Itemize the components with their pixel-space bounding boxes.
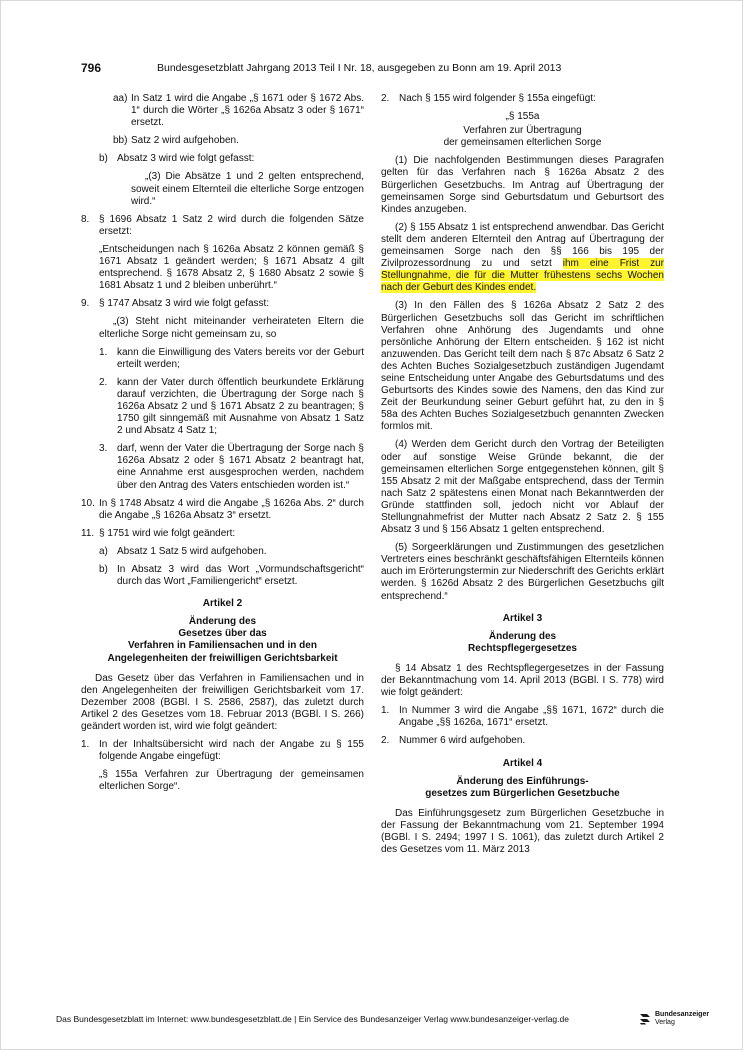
quote-text: „(3) Die Absätze 1 und 2 gelten entsprechend, soweit einem Elternteil die elterliche Sorge entzogen wird.“	[131, 171, 364, 207]
article-2-title: Artikel 2	[202, 598, 243, 610]
item-text: Absatz 1 Satz 5 wird aufgehoben.	[117, 545, 267, 557]
article-4-subtitle	[381, 776, 664, 800]
quote-block	[81, 769, 364, 793]
subtitle-line: Angelegenheiten der freiwilligen Gerichtsbarkeit	[107, 652, 338, 664]
absatz-2-text: (2) § 155 Absatz 1 ist entsprechend anwendbar. Das Gericht stellt dem anderen Elternteil den Antrag auf Übertragung der gemeinsamen Sorge nach den §§ 166 bis 195 der Zivilprozessordnung zu und setzt	[381, 221, 664, 270]
quote-block	[81, 316, 364, 340]
page-number: 796	[81, 61, 102, 75]
list-item-11-b	[99, 564, 364, 588]
quote-text: „§ 155a Verfahren zur Übertragung der gemeinsamen elterlichen Sorge“.	[99, 769, 364, 793]
subheading-line: der gemeinsamen elterlichen Sorge	[443, 137, 602, 149]
list-item-10	[81, 498, 364, 522]
item-text: Nummer 6 wird aufgehoben.	[399, 735, 526, 747]
item-label: 1.	[81, 739, 90, 751]
logo-text	[655, 1011, 709, 1027]
item-label: 1.	[381, 705, 390, 717]
list-item-art2-2	[381, 93, 664, 105]
item-label: a)	[99, 545, 108, 557]
article-3-subtitle	[381, 631, 664, 655]
item-text: kann der Vater durch öffentlich beurkundete Erklärung darauf verzichten, die Übertragung der Sorge nach § 1626a Absatz 2 und § 1671 Absatz 2 zu beantragen; § 1750 gilt sinngemäß mit Ausnahme von Absatz 1 Satz 2 und Absatz 4 Satz 1;	[117, 376, 364, 437]
article-2-subtitle	[81, 616, 364, 664]
paragraph-heading: „§ 155a	[505, 111, 540, 123]
quote-block	[99, 171, 364, 207]
list-item-11-a	[99, 546, 364, 558]
item-label: 8.	[81, 213, 90, 225]
subtitle-line: Änderung des Einführungs-	[456, 775, 589, 787]
item-label: 1.	[99, 346, 108, 358]
right-column	[381, 93, 664, 862]
item-text: § 1747 Absatz 3 wird wie folgt gefasst:	[99, 298, 270, 310]
quote-text: „(3) Steht nicht miteinander verheirateten Eltern die elterliche Sorge nicht gemeinsam zu, so	[99, 316, 364, 340]
article-2-intro: Das Gesetz über das Verfahren in Familiensachen und in den Angelegenheiten der freiwilligen Gerichtsbarkeit vom 17. Dezember 2008 (BGBl. I S. 2586, 2587), das zuletzt durch Artikel 2 des Gesetzes vom 18. Februar 2013 (BGBl. I S. 266) geändert worden ist, wird wie folgt geändert:	[81, 672, 364, 733]
item-text: In Absatz 3 wird das Wort „Vormundschaftsgericht“ durch das Wort „Familiengericht“ ersetzt.	[117, 564, 364, 588]
list-item-9-1	[99, 347, 364, 371]
item-text: kann die Einwilligung des Vaters bereits vor der Geburt erteilt werden;	[117, 346, 364, 370]
item-text: darf, wenn der Vater die Übertragung der Sorge nach § 1626a Absatz 2 oder § 1671 Absatz 2 beantragt hat, eine Annahme erst ausgesprochen werden, nachdem über den Antrag des Vaters entschieden worden ist.“	[117, 443, 364, 491]
logo-line-1: Bundesanzeiger	[655, 1011, 710, 1018]
subheading-line: Verfahren zur Übertragung	[463, 125, 582, 137]
item-label: 3.	[99, 443, 108, 455]
article-4-title: Artikel 4	[502, 757, 543, 769]
item-label: aa)	[113, 93, 128, 104]
paragraph-subheading	[381, 125, 664, 149]
item-label: 2.	[381, 735, 390, 747]
article-3-intro: § 14 Absatz 1 des Rechtspflegergesetzes in der Fassung der Bekanntmachung vom 14. April 2013 (BGBl. I S. 778) wird wie folgt geändert:	[381, 662, 664, 699]
item-text: In Satz 1 wird die Angabe „§ 1671 oder § 1672 Abs. 1“ durch die Wörter „§ 1626a Absatz 3 oder § 1671“ ersetzt.	[131, 93, 364, 129]
item-label: 2.	[99, 376, 108, 388]
list-item-aa	[113, 93, 364, 129]
item-text: § 1751 wird wie folgt geändert:	[99, 527, 236, 539]
list-item-b	[99, 153, 364, 165]
quote-block	[81, 244, 364, 292]
absatz-1: (1) Die nachfolgenden Bestimmungen dieses Paragrafen gelten für das Verfahren nach § 1626a Absatz 2 des Bürgerlichen Gesetzbuchs. Im Antrag auf Übertragung der gemeinsamen Sorge sind Geburtsdatum und Geburtsort des Kindes anzugeben.	[381, 155, 664, 215]
subtitle-line: Gesetzes über das	[178, 628, 267, 640]
subtitle-line: Rechtspflegergesetzes	[468, 642, 577, 654]
item-text: Nach § 155 wird folgender § 155a eingefügt:	[399, 93, 596, 104]
subtitle-line: Änderung des	[488, 630, 557, 642]
list-item-art2-1	[81, 739, 364, 763]
quote-text: „Entscheidungen nach § 1626a Absatz 2 können gemäß § 1671 Absatz 1 geändert werden; § 1671 Absatz 4 gilt entsprechend. § 1678 Absatz 2, § 1680 Absatz 2 sowie § 1681 Absatz 1 und 2 bleiben unberührt.“	[99, 243, 364, 292]
absatz-3: (3) In den Fällen des § 1626a Absatz 2 Satz 2 des Bürgerlichen Gesetzbuchs soll das Gericht im schriftlichen Verfahren ohne Anhörung des Jugendamts und ohne persönliche Anhörung der Eltern entscheiden. § 162 ist nicht anzuwenden. Das Gericht teilt dem nach § 87c Absatz 6 Satz 2 des Achten Buches Sozialgesetzbuch zuständigen Jugendamt seine Entscheidung unter Angabe des Geburtsdatums und des Geburtsorts des Kindes sowie des Namens, den das Kind zur Zeit der Beurkundung seiner Geburt geführt hat, zu den in § 58a des Achten Buches Sozialgesetzbuch genannten Zwecken formlos mit.	[381, 300, 664, 433]
highlighted-text: ihm eine Frist zur Stellungnahme, die für die Mutter frühestens sechs Wochen nach der Geburt des Kindes endet.	[381, 258, 664, 294]
list-item-8	[81, 214, 364, 238]
item-label: 11.	[81, 527, 95, 539]
absatz-5: (5) Sorgeerklärungen und Zustimmungen des gesetzlichen Vertreters eines beschränkt geschäftsfähigen Elternteils können auch im Erörterungstermin zur Niederschrift des Gerichts erklärt werden. § 1626d Absatz 2 des Bürgerlichen Gesetzbuchs gilt entsprechend.“	[381, 542, 664, 602]
item-label: 10.	[81, 497, 95, 509]
item-label: 2.	[381, 93, 390, 104]
item-label: b)	[99, 564, 108, 575]
page-header	[81, 61, 662, 77]
item-label: 9.	[81, 298, 90, 310]
article-4-intro: Das Einführungsgesetz zum Bürgerlichen Gesetzbuche in der Fassung der Bekanntmachung vom 21. September 1994 (BGBl. I S. 2494; 1997 I S. 1061), das zuletzt durch Artikel 2 des Gesetzes vom 11. März 2013	[381, 807, 664, 856]
list-item-9	[81, 298, 364, 310]
list-item-bb	[113, 135, 364, 147]
subtitle-line: gesetzes zum Bürgerlichen Gesetzbuche	[425, 787, 620, 799]
left-column	[81, 93, 364, 800]
item-text: In § 1748 Absatz 4 wird die Angabe „§ 1626a Abs. 2“ durch die Angabe „§ 1626a Absatz 3“ ersetzt.	[99, 497, 364, 521]
header-title: Bundesgesetzblatt Jahrgang 2013 Teil I Nr. 18, ausgegeben zu Bonn am 19. April 2013	[157, 62, 562, 74]
item-label: bb)	[113, 135, 128, 147]
subtitle-line: Änderung des	[188, 616, 257, 628]
list-item-9-2	[99, 377, 364, 437]
item-text: In Nummer 3 wird die Angabe „§§ 1671, 1672“ durch die Angabe „§§ 1626a, 1671“ ersetzt.	[399, 705, 664, 729]
subtitle-line: Verfahren in Familiensachen und in den	[128, 640, 317, 652]
list-item-9-3	[99, 443, 364, 491]
absatz-2	[381, 222, 664, 295]
item-text: Absatz 3 wird wie folgt gefasst:	[117, 153, 255, 165]
bundesanzeiger-logo	[638, 1012, 718, 1028]
item-text: In der Inhaltsübersicht wird nach der Angabe zu § 155 folgende Angabe eingefügt:	[99, 739, 364, 763]
absatz-4: (4) Werden dem Gericht durch den Vortrag der Beteiligten oder auf sonstige Weise Gründe bekannt, die der gemeinsamen elterlichen Sorge entgegenstehen können, gilt § 155 Absatz 2 mit der Maßgabe entsprechend, dass der Termin nach Satz 2 spätestens einen Monat nach Bekanntwerden der Gründe stattfinden soll, jedoch nicht vor Ablauf der Stellungnahmefrist der Mutter nach Absatz 2 Satz 2. § 155 Absatz 3 und § 156 Absatz 1 gelten entsprechend.	[381, 439, 664, 536]
page-footer: Das Bundesgesetzblatt im Internet: www.bundesgesetzblatt.de | Ein Service des Bundesanzeiger Verlag www.bundesanzeiger-verlag.de	[56, 1014, 569, 1024]
item-text: § 1696 Absatz 1 Satz 2 wird durch die folgenden Sätze ersetzt:	[99, 213, 364, 237]
item-label: b)	[99, 153, 108, 165]
item-text: Satz 2 wird aufgehoben.	[131, 135, 239, 147]
list-item-art3-2	[381, 735, 664, 747]
bundesanzeiger-logo-icon	[638, 1012, 652, 1026]
list-item-art3-1	[381, 705, 664, 729]
article-3-title: Artikel 3	[502, 612, 543, 624]
logo-line-2: Verlag	[655, 1019, 675, 1026]
list-item-11	[81, 528, 364, 540]
